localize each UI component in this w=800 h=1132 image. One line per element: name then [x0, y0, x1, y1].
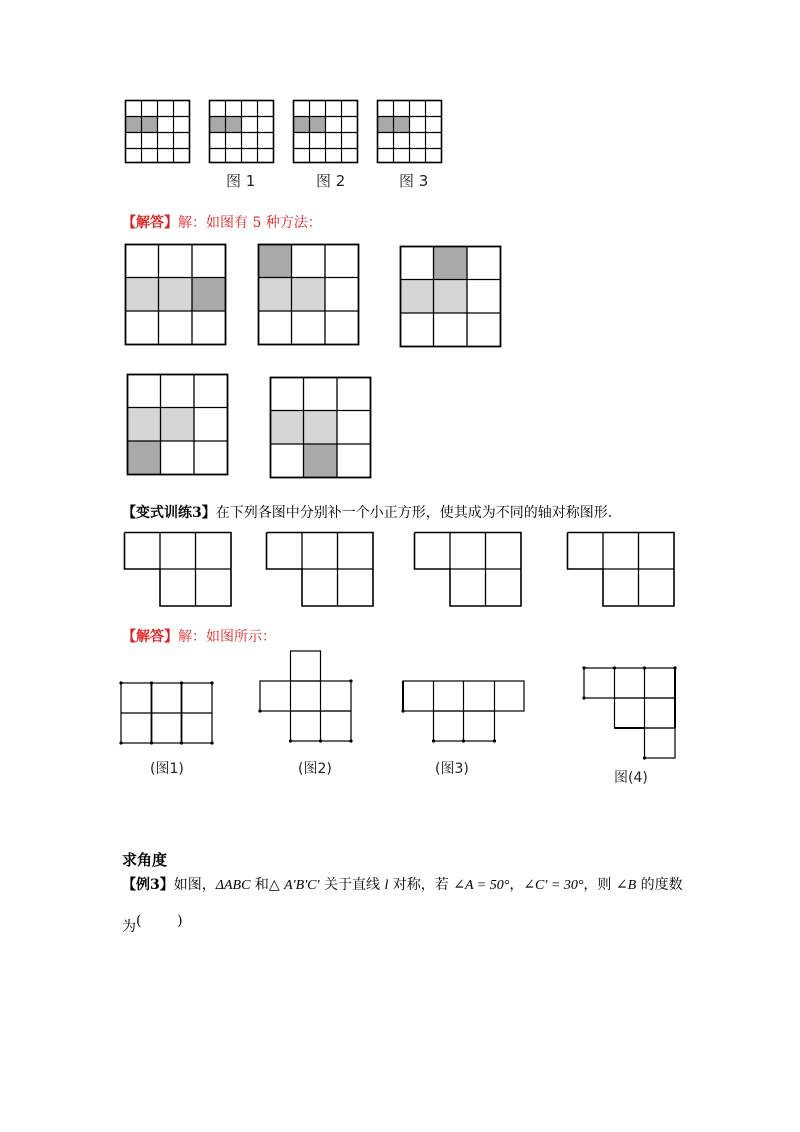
example3-m5: ∠C' = 30° — [523, 878, 584, 893]
example3-m1: ΔABC — [215, 878, 251, 893]
example3-t7: 的度数 — [636, 877, 683, 893]
answer1-line — [122, 212, 322, 232]
small-grid-3 — [377, 100, 443, 164]
example3-m6: ∠B — [615, 878, 637, 893]
example3-line2-text: 为 — [122, 919, 136, 935]
section-title: 求角度 — [122, 851, 168, 869]
example3-m4: ∠A = 50° — [453, 878, 510, 893]
solution-grid-3 — [400, 246, 502, 348]
exercise-shape-2 — [266, 532, 376, 608]
example3-label: 【例3】 — [122, 877, 174, 893]
example3-m2: A'B'C' — [284, 878, 320, 893]
example3-paren: ( ) — [136, 913, 183, 929]
solution-grid-1 — [125, 244, 227, 346]
fig-caption-1: (图1) — [150, 761, 184, 777]
example3-t3: 关于直线 — [319, 877, 385, 893]
answer-fig-2 — [259, 650, 355, 746]
answer-fig-4 — [583, 667, 679, 763]
small-grid-1 — [209, 100, 275, 164]
exercise-shape-1 — [124, 532, 234, 608]
top-caption-1: 图 1 — [226, 172, 256, 190]
answer1-label: 【解答】 — [122, 215, 178, 231]
solution-grid-5 — [270, 377, 372, 479]
solution-grid-4 — [127, 374, 229, 476]
example3-t1: 如图， — [173, 877, 216, 893]
example3-t6: ，则 — [583, 877, 616, 893]
exercise3-text: 在下列各图中分别补一个小正方形，使其成为不同的轴对称图形. — [215, 505, 613, 521]
answer2-text: 解：如图所示： — [178, 629, 276, 645]
fig-caption-3: (图3) — [435, 761, 469, 777]
example3-t5: ， — [509, 877, 524, 893]
small-grid-2 — [293, 100, 359, 164]
exercise-shape-3 — [414, 532, 524, 608]
top-caption-2: 图 2 — [316, 172, 346, 190]
example3-line1 — [122, 874, 683, 894]
example3-line2 — [122, 913, 183, 936]
answer-fig-1 — [120, 682, 216, 746]
top-caption-3: 图 3 — [399, 172, 429, 190]
exercise-shape-4 — [567, 532, 677, 608]
example3-t2: 和△ — [250, 877, 285, 893]
small-grid-0 — [125, 100, 191, 164]
answer1-text: 解：如图有 5 种方法： — [178, 215, 322, 231]
solution-grid-2 — [258, 244, 360, 346]
exercise3-line — [122, 502, 612, 522]
fig-caption-4: 图(4) — [614, 770, 648, 786]
exercise3-label: 【变式训练3】 — [122, 505, 216, 521]
example3-m3: l — [384, 878, 389, 893]
fig-caption-2: (图2) — [298, 761, 332, 777]
answer2-label: 【解答】 — [122, 629, 178, 645]
answer-fig-3 — [402, 680, 528, 746]
answer2-line — [122, 626, 276, 646]
example3-t4: 对称，若 — [388, 877, 454, 893]
